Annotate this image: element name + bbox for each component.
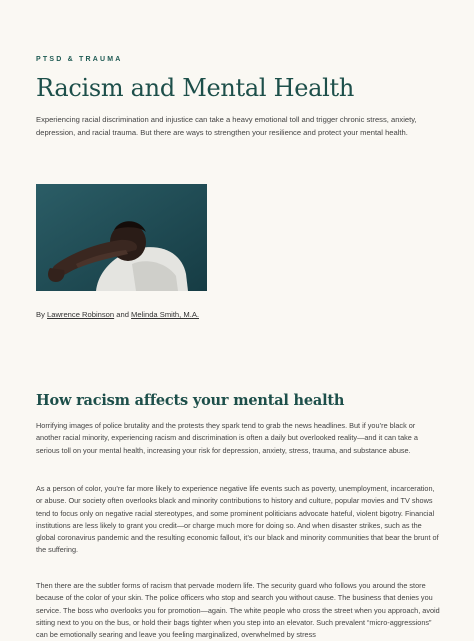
byline	[36, 310, 199, 319]
body-paragraph-3: Then there are the subtler forms of racism that pervade modern life. The security guard who follows you around the store because of the color of your skin. The police officers who stop and search you without cause. The business that denies you service. The boss who overlooks you for promotion—again. The white people who cross the street when you approach, avoid sitting next to you on the bus, or hold their bags tighter when you step into an elevator. Such prevalent “micro-aggressions” can be emotionally searing and leave you feeling marginalized, overwhelmed by stress	[36, 581, 440, 640]
body-paragraph-1: Horrifying images of police brutality and the protests they spark tend to grab the news headlines. But if you’re black or another racial minority, experiencing racism and discrimination is often a daily but overlooked reality—and it can take a serious toll on your mental health, increasing your risk for depression, anxiety, stress, trauma, and substance abuse.	[36, 421, 418, 455]
body-paragraph-2: As a person of color, you’re far more likely to experience negative life events such as poverty, unemployment, incarceration, or abuse. Our society often overlooks black and minority contributions to history and culture, popular movies and TV shows tend to focus only on negative racial stereotypes, and some prominent politicians advocate hateful, violent bigotry. Financial institutions are less likely to grant you credit—or charge much more for doing so. And when disaster strikes, such as the global coronavirus pandemic and the resulting economic fallout, it’s our black and minority communities that bear the brunt of the suffering.	[36, 484, 439, 555]
author-link-melinda-smith[interactable]: Melinda Smith, M.A.	[131, 310, 199, 319]
hero-photo-illustration	[36, 184, 207, 291]
byline-conjunction: and	[116, 310, 129, 319]
hero-image	[36, 184, 207, 291]
byline-prefix: By	[36, 310, 45, 319]
article-intro: Experiencing racial discrimination and injustice can take a heavy emotional toll and trigger chronic stress, anxiety, depression, and racial trauma. But there are ways to strengthen your resilience and protect your mental health.	[36, 115, 417, 137]
section-heading: How racism affects your mental health	[36, 392, 345, 409]
page-title: Racism and Mental Health	[36, 74, 355, 102]
category-label[interactable]: PTSD & TRAUMA	[36, 56, 123, 63]
author-link-lawrence-robinson[interactable]: Lawrence Robinson	[47, 310, 115, 319]
